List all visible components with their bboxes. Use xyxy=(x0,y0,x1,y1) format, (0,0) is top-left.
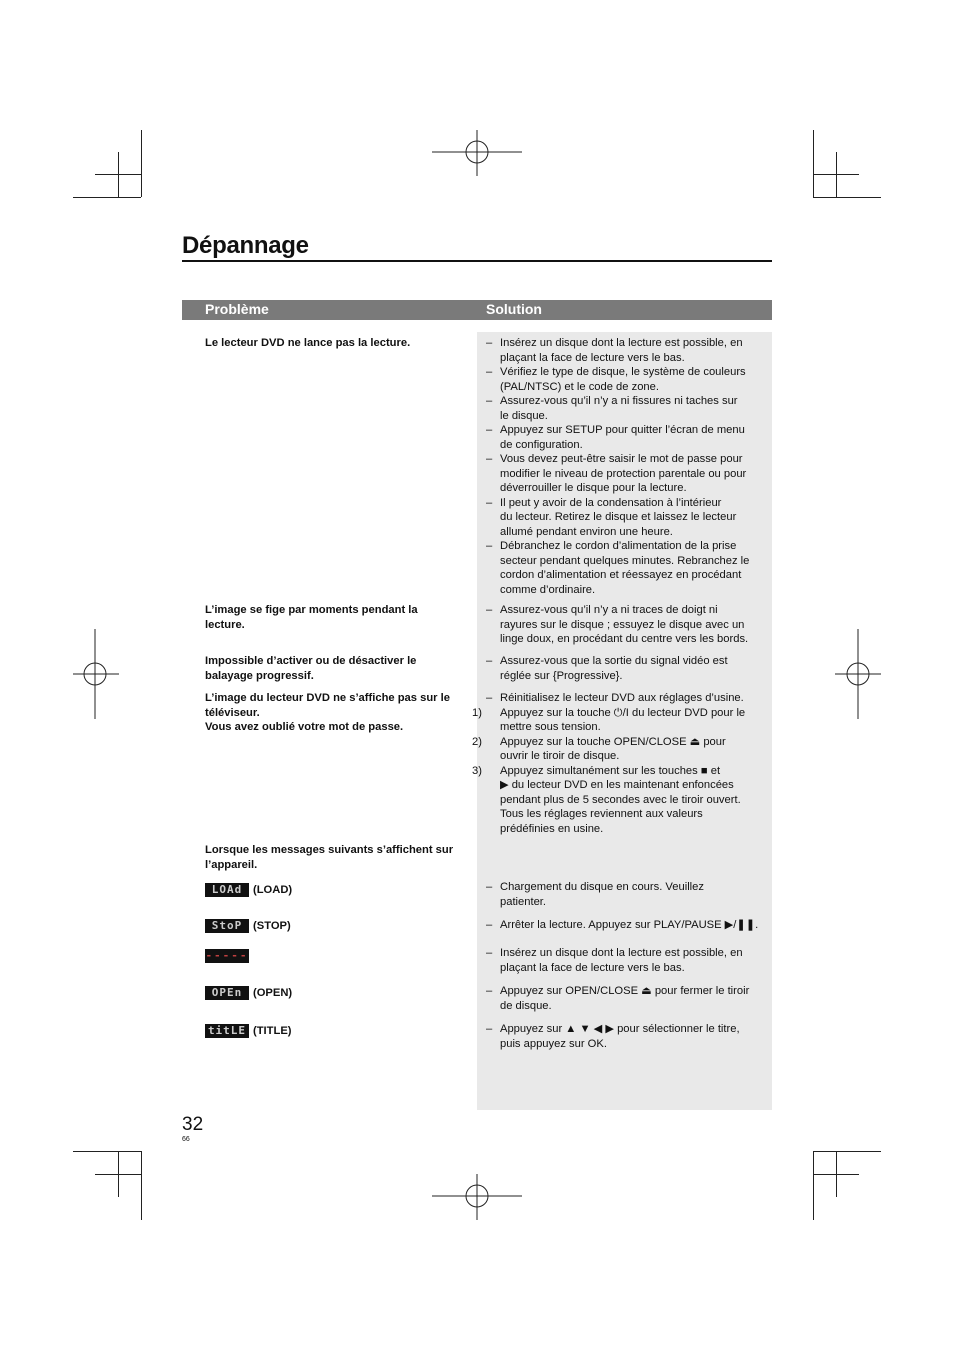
solution-line: du lecteur. Retirez le disque et laissez le lecteur xyxy=(500,511,737,523)
problem-line: Impossible d’activer ou de désactiver le xyxy=(205,655,417,667)
registration-mark-right xyxy=(835,629,881,719)
solution-line: puis appuyez sur OK. xyxy=(500,1037,607,1050)
solution-line: rayures sur le disque ; essuyez le disque avec un xyxy=(500,618,745,631)
problem-line: L’image du lecteur DVD ne s’affiche pas sur le xyxy=(205,692,450,704)
bullet: – xyxy=(486,366,493,378)
bullet: – xyxy=(486,947,493,959)
bullet: – xyxy=(486,453,493,465)
problem-cell xyxy=(205,654,473,683)
problem-line: lecture. xyxy=(205,618,245,631)
solution-line: le disque. xyxy=(500,409,548,422)
bullet: – xyxy=(486,655,493,667)
solution-item xyxy=(486,394,770,423)
solution-line: Appuyez sur la touche OPEN/CLOSE ⏏ pour xyxy=(500,735,726,748)
problem-line: balayage progressif. xyxy=(205,669,314,682)
solution-line: déverrouiller le disque pour la lecture. xyxy=(500,482,687,494)
problem-cell xyxy=(205,691,473,735)
display-message-title xyxy=(205,1024,292,1038)
bullet: – xyxy=(486,424,493,436)
solution-line: pendant plus de 5 secondes avec le tiroir ouvert. xyxy=(500,793,741,806)
solution-cell xyxy=(486,918,770,933)
bullet: – xyxy=(486,985,493,997)
solution-line: cordon d’alimentation et réessayez en procédant xyxy=(500,569,742,581)
solution-line: allumé pendant environ une heure. xyxy=(500,525,673,538)
step-number: 3) xyxy=(472,764,482,777)
lcd-display-icon: OPEn xyxy=(205,986,249,1000)
bullet: – xyxy=(486,919,493,931)
title-rule xyxy=(182,260,772,262)
solution-item xyxy=(486,984,770,1013)
solution-item xyxy=(486,1022,770,1051)
solution-item xyxy=(486,452,770,496)
solution-cell xyxy=(486,654,770,683)
solution-cell xyxy=(486,880,770,909)
solution-cell xyxy=(472,691,770,836)
page-sub-number: 66 xyxy=(182,1136,190,1143)
lcd-display-icon: ----- xyxy=(205,949,249,962)
registration-mark-left xyxy=(73,629,119,719)
registration-mark-top xyxy=(432,130,522,176)
solution-item xyxy=(486,880,770,909)
page-number: 32 xyxy=(182,1114,204,1135)
solution-line: Vérifiez le type de disque, le système de couleurs xyxy=(500,366,746,378)
solution-cell xyxy=(486,603,770,647)
header-problem: Problème xyxy=(205,301,269,317)
lcd-display-icon: LOAd xyxy=(205,883,249,897)
solution-line: ouvrir le tiroir de disque. xyxy=(500,750,620,762)
solution-item xyxy=(486,654,770,683)
problem-line: Lorsque les messages suivants s’affichent sur xyxy=(205,844,454,856)
solution-cell xyxy=(486,946,770,975)
solution-line: Appuyez simultanément sur les touches ■ et xyxy=(500,764,721,777)
bullet: – xyxy=(486,1023,493,1035)
bullet: – xyxy=(486,881,493,893)
problem-cell xyxy=(205,843,473,872)
bullet: – xyxy=(486,337,493,349)
solution-step xyxy=(472,706,770,735)
problem-line: L’image se fige par moments pendant la xyxy=(205,604,418,616)
solution-line: Il peut y avoir de la condensation à l’intérieur xyxy=(500,496,722,509)
solution-line: Débranchez le cordon d’alimentation de la prise xyxy=(500,540,737,552)
bullet: – xyxy=(486,692,493,704)
solution-line: Insérez un disque dont la lecture est possible, en xyxy=(500,337,743,349)
solution-cell xyxy=(486,1022,770,1051)
solution-item xyxy=(486,539,770,597)
solution-line: Arrêter la lecture. Appuyez sur PLAY/PAUSE ▶/❚❚. xyxy=(500,919,759,931)
solution-line: Chargement du disque en cours. Veuillez xyxy=(500,881,704,893)
solution-line: plaçant la face de lecture vers le bas. xyxy=(500,961,685,974)
solution-item xyxy=(486,918,770,933)
display-label: (OPEN) xyxy=(253,986,293,999)
bullet: – xyxy=(486,540,493,552)
page-title: Dépannage xyxy=(182,232,309,259)
solution-line: (PAL/NTSC) et le code de zone. xyxy=(500,380,659,393)
bullet: – xyxy=(486,496,493,509)
solution-line: modifier le niveau de protection parentale ou pour xyxy=(500,467,747,480)
solution-line: linge doux, en procédant du centre vers les bords. xyxy=(500,633,749,645)
display-message-open xyxy=(205,986,292,1000)
solution-item xyxy=(486,365,770,394)
solution-line: Appuyez sur la touche ⏻/I du lecteur DVD pour le xyxy=(500,706,746,719)
solution-item xyxy=(486,946,770,975)
solution-line: Vous devez peut-être saisir le mot de passe pour xyxy=(500,453,743,465)
solution-line: Assurez-vous que la sortie du signal vidéo est xyxy=(500,655,728,667)
solution-line: comme d’ordinaire. xyxy=(500,583,596,596)
solution-cell xyxy=(486,984,770,1013)
solution-cell xyxy=(486,336,770,597)
solution-line: mettre sous tension. xyxy=(500,721,601,733)
lcd-display-icon: StoP xyxy=(205,919,249,933)
lcd-display-icon: titLE xyxy=(205,1024,249,1038)
solution-line: secteur pendant quelques minutes. Rebranchez le xyxy=(500,554,750,567)
problem-cell xyxy=(205,336,473,351)
solution-line: patienter. xyxy=(500,895,547,908)
problem-cell xyxy=(205,603,473,632)
solution-item xyxy=(486,496,770,540)
solution-item xyxy=(486,691,770,706)
bullet: – xyxy=(486,395,493,407)
solution-line: réglée sur {Progressive}. xyxy=(500,669,623,682)
display-label: (LOAD) xyxy=(253,883,293,896)
step-number: 1) xyxy=(472,706,482,719)
solution-line: Insérez un disque dont la lecture est possible, en xyxy=(500,947,743,959)
solution-line: Appuyez sur OPEN/CLOSE ⏏ pour fermer le tiroir xyxy=(500,985,750,997)
solution-line: plaçant la face de lecture vers le bas. xyxy=(500,351,685,364)
display-message-dashes xyxy=(205,949,253,963)
display-label: (STOP) xyxy=(253,919,291,932)
display-label: (TITLE) xyxy=(253,1024,292,1037)
bullet: – xyxy=(486,604,493,616)
step-number: 2) xyxy=(472,735,482,748)
solution-step xyxy=(472,735,770,764)
table-header xyxy=(182,300,772,320)
solution-line: Assurez-vous qu’il n’y a ni fissures ni taches sur xyxy=(500,395,738,407)
solution-line: Réinitialisez le lecteur DVD aux réglages d’usine. xyxy=(500,692,744,704)
solution-line: ▶ du lecteur DVD en les maintenant enfoncées xyxy=(500,779,734,791)
header-solution: Solution xyxy=(486,301,542,317)
solution-step xyxy=(472,764,770,837)
solution-line: de configuration. xyxy=(500,438,583,451)
solution-line: Assurez-vous qu’il n’y a ni traces de doigt ni xyxy=(500,604,718,616)
solution-item xyxy=(486,423,770,452)
solution-line: prédéfinies en usine. xyxy=(500,822,604,835)
problem-line: téléviseur. xyxy=(205,706,260,719)
display-message-stop xyxy=(205,919,291,933)
solution-line: Appuyez sur SETUP pour quitter l’écran de menu xyxy=(500,424,745,436)
problem-line: l’appareil. xyxy=(205,858,258,871)
solution-line: Tous les réglages reviennent aux valeurs xyxy=(500,808,703,820)
solution-line: de disque. xyxy=(500,999,552,1012)
problem-line: Vous avez oublié votre mot de passe. xyxy=(205,721,404,734)
solution-line: Appuyez sur ▲ ▼ ◀ ▶ pour sélectionner le titre, xyxy=(500,1023,740,1035)
solution-item xyxy=(486,336,770,365)
solution-item xyxy=(486,603,770,647)
problem-line: Le lecteur DVD ne lance pas la lecture. xyxy=(205,337,411,349)
registration-mark-bottom xyxy=(432,1174,522,1220)
display-message-load xyxy=(205,883,292,897)
